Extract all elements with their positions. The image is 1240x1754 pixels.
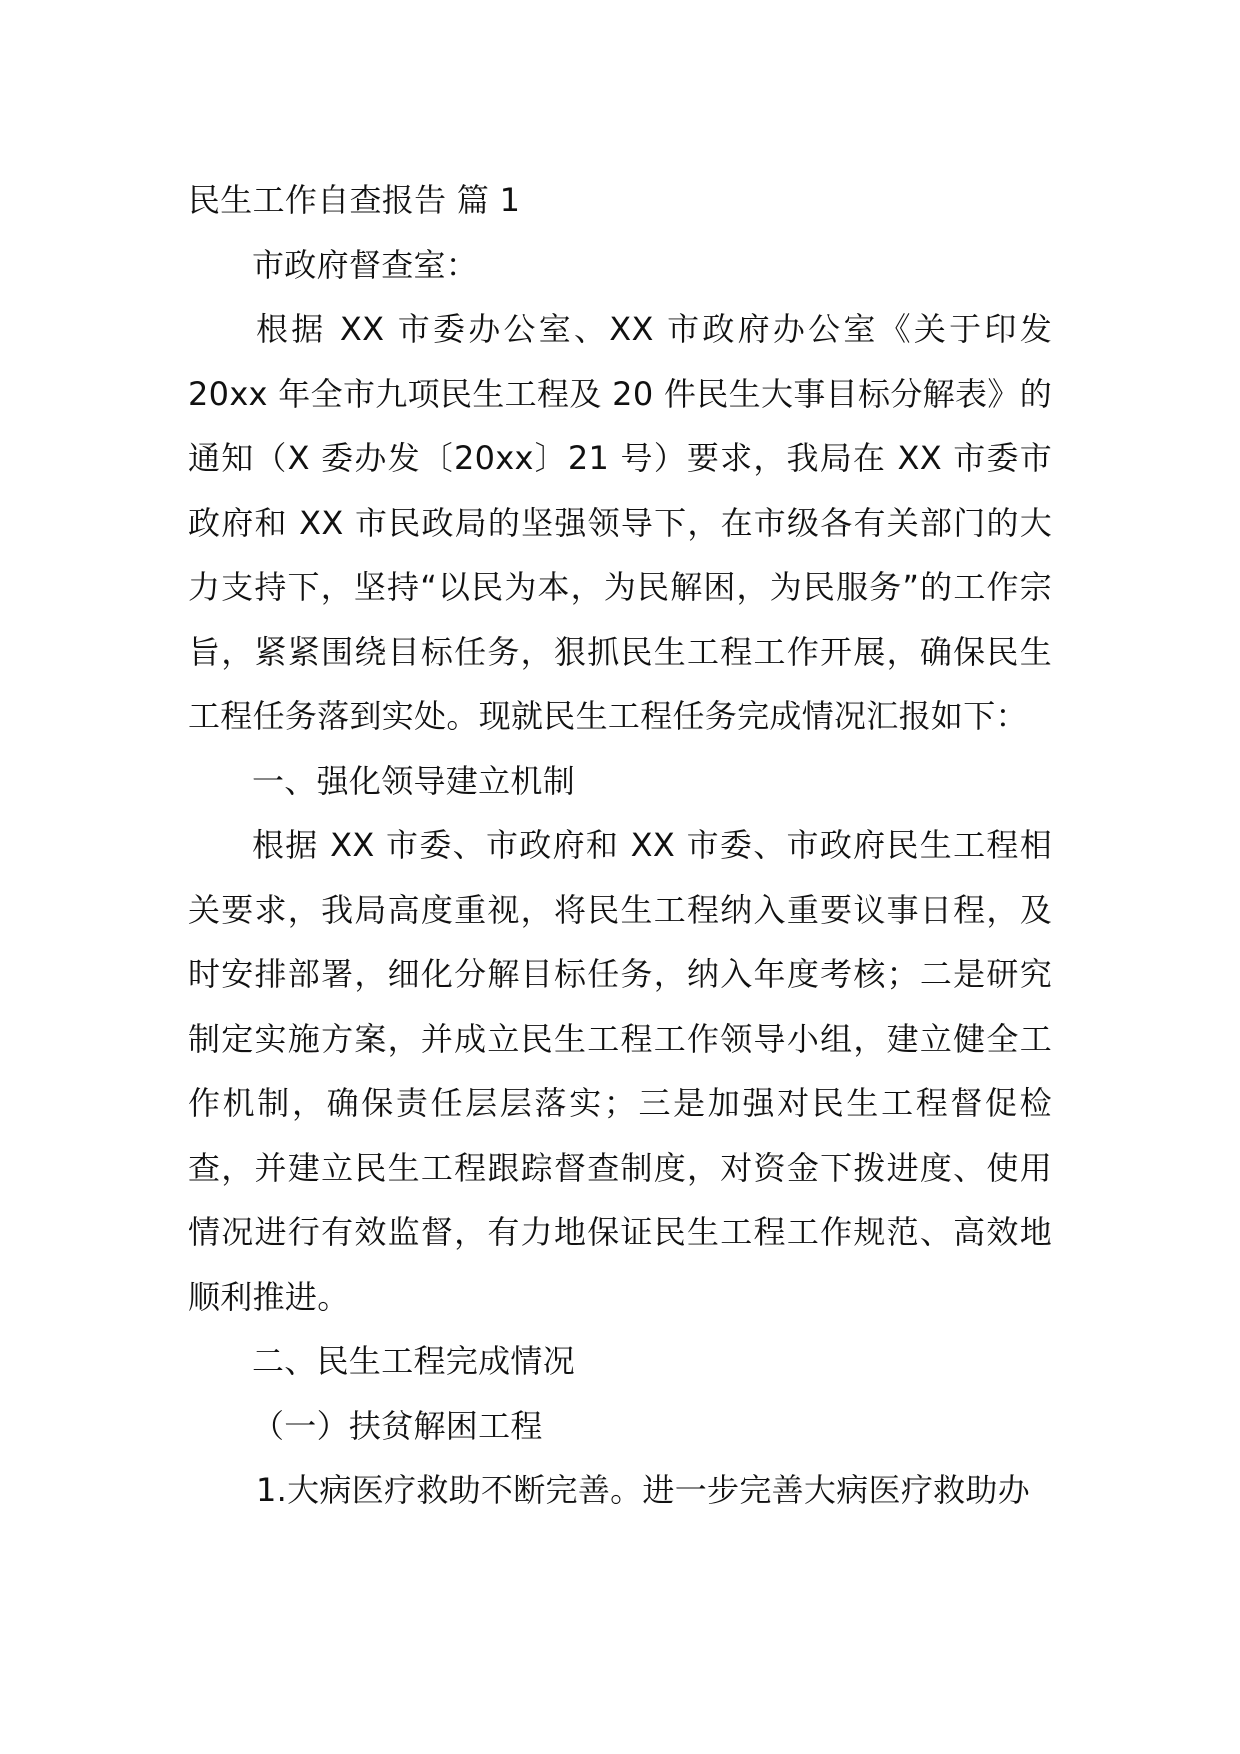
section-heading-2: 二、民生工程完成情况 [252,1342,576,1380]
paragraph-item-1: 1.大病医疗救助不断完善。进一步完善大病医疗救助办 [256,1471,1031,1509]
subsection-heading-1: （一）扶贫解困工程 [252,1406,543,1445]
salutation: 市政府督查室： [252,245,479,284]
document-body [188,168,1052,1523]
document-title: 民生工作自查报告 篇 1 [188,181,521,219]
section-heading-1: 一、强化领导建立机制 [252,761,576,800]
paragraph-section-1: 根据 XX 市委、市政府和 XX 市委、市政府民生工程相关要求，我局高度重视，将民生工程纳入重要议事日程，及时安排部署，细化分解目标任务，纳入年度考核；二是研究制定实施方案，并成立民生工程工作领导小组，建立健全工作机制，确保责任层层落实；三是加强对民生工程督促检查，并建立民生工程跟踪督查制度，对资金下拨进度、使用情况进行有效监督，有力地保证民生工程工作规范、高效地顺利推进。 [188,826,1052,1316]
paragraph-intro: 根据 XX 市委办公室、XX 市政府办公室《关于印发 20xx 年全市九项民生工程及 20 件民生大事目标分解表》的通知（X 委办发〔20xx〕21 号）要求，我局在 XX 市委市政府和 XX 市民政局的坚强领导下，在市级各有关部门的大力支持下，坚持“以民为本，为民解困，为民服务”的工作宗旨，紧紧围绕目标任务，狠抓民生工程工作开展，确保民生工程任务落到实处。现就民生工程任务完成情况汇报如下： [188,310,1052,735]
